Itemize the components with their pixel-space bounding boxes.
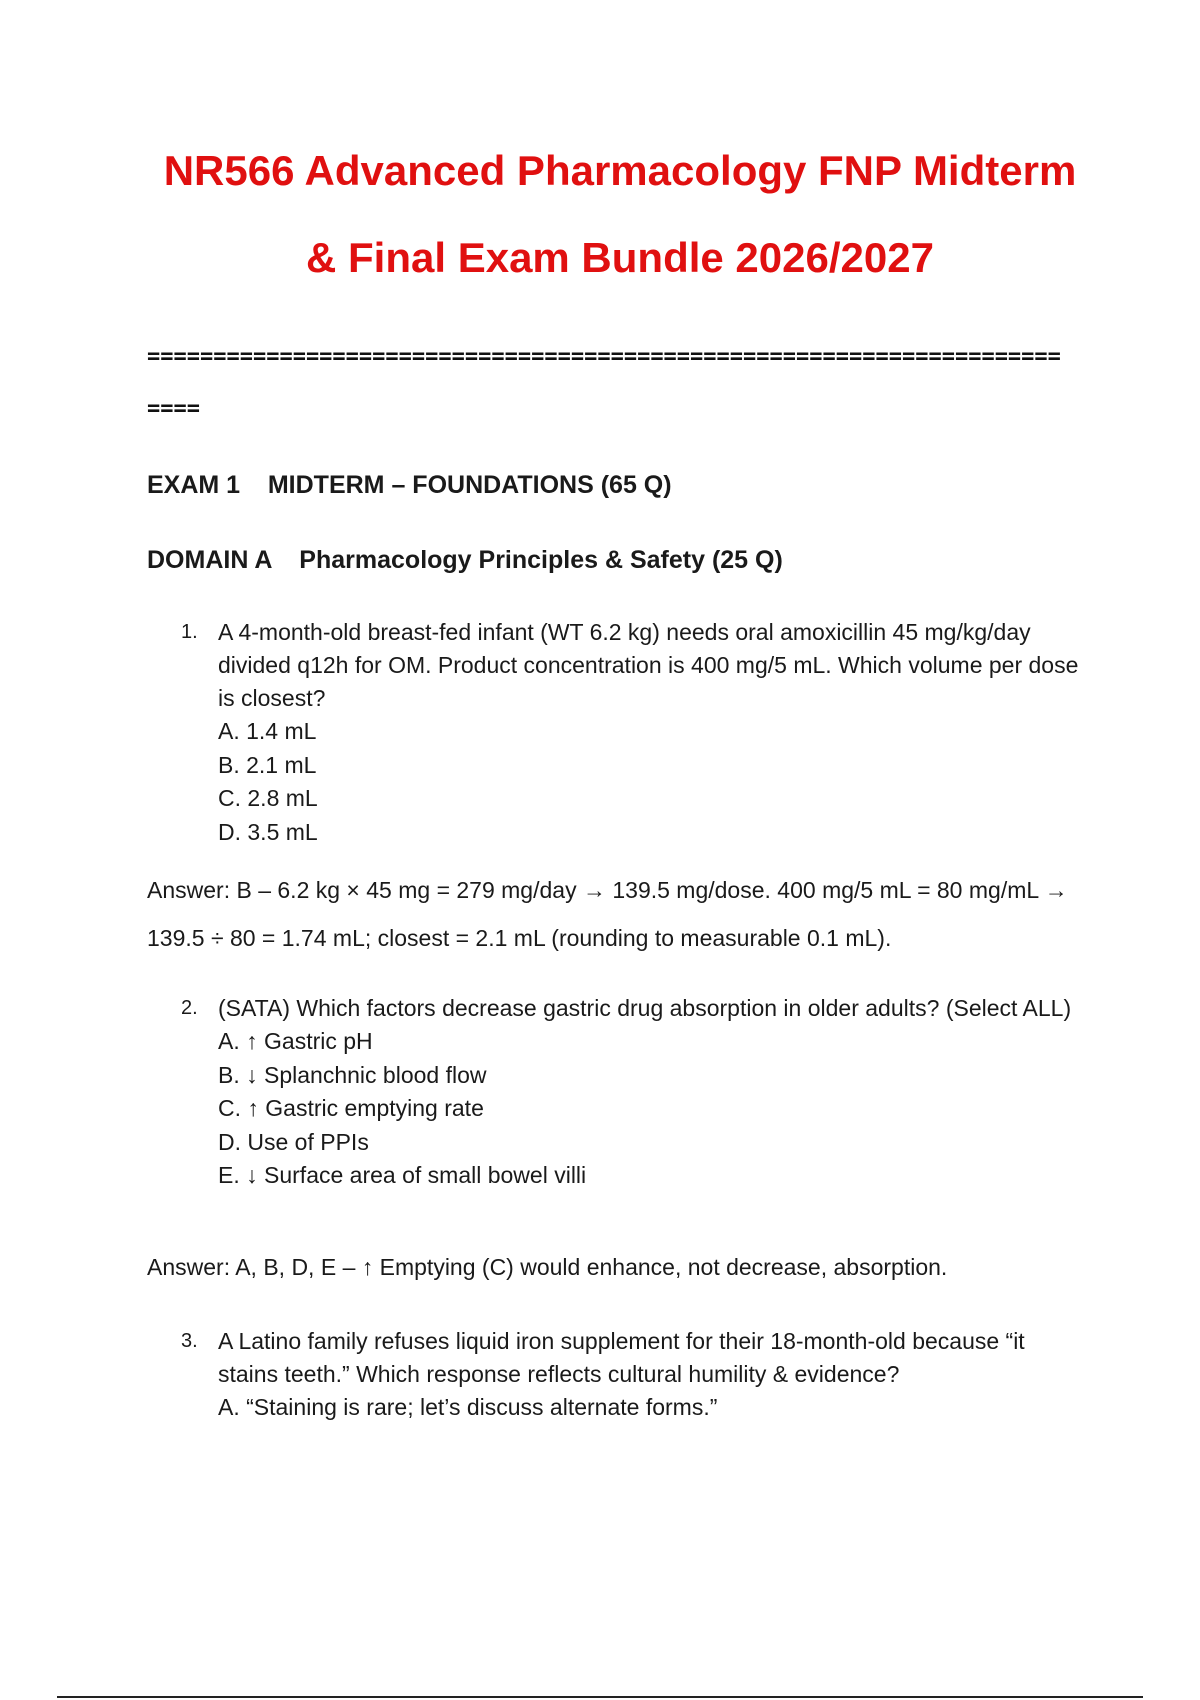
question-body xyxy=(218,616,1088,849)
question-number: 1. xyxy=(181,621,198,643)
option-e: E. ↓ Surface area of small bowel villi xyxy=(218,1162,587,1188)
page-bottom-rule xyxy=(57,1696,1143,1698)
document-title-line-1: NR566 Advanced Pharmacology FNP Midterm xyxy=(163,147,1077,194)
option-d: D. 3.5 mL xyxy=(218,818,318,845)
answer-options xyxy=(218,1025,1088,1193)
option-c: C. ↑ Gastric emptying rate xyxy=(218,1095,484,1121)
answer-explanation-2: Answer: A, B, D, E – ↑ Emptying (C) would enhance, not decrease, absorption. xyxy=(147,1254,948,1280)
option-a: A. 1.4 mL xyxy=(218,718,317,744)
question-number: 3. xyxy=(181,1330,198,1352)
question-text: (SATA) Which factors decrease gastric drug absorption in older adults? (Select ALL) xyxy=(218,995,1072,1021)
answer-explanation-1: Answer: B – 6.2 kg × 45 mg = 279 mg/day → 139.5 mg/dose. 400 mg/5 mL = 80 mg/mL → 139.5 ÷ 80 = 1.74 mL; closest = 2.1 mL (rounding to measurable 0.1 mL). xyxy=(147,877,1068,951)
option-c: C. 2.8 mL xyxy=(218,785,318,811)
exam-heading: EXAM 1 MIDTERM – FOUNDATIONS (65 Q) xyxy=(147,471,672,499)
option-b: B. ↓ Splanchnic blood flow xyxy=(218,1061,487,1088)
separator-line-continuation: ==== xyxy=(147,396,200,421)
option-d: D. Use of PPIs xyxy=(218,1128,369,1155)
question-number: 2. xyxy=(181,997,198,1019)
document-title-line-2: & Final Exam Bundle 2026/2027 xyxy=(306,234,934,281)
separator-line: ===================================================================== xyxy=(147,346,1061,368)
question-body xyxy=(218,992,1088,1193)
option-b: B. 2.1 mL xyxy=(218,751,317,778)
question-text: A 4-month-old breast-fed infant (WT 6.2 kg) needs oral amoxicillin 45 mg/kg/day divided q12h for OM. Product concentration is 400 mg/5 mL. Which volume per dose is closest? xyxy=(218,619,1079,711)
option-a: A. ↑ Gastric pH xyxy=(218,1028,373,1054)
answer-options xyxy=(218,1391,1088,1425)
option-a: A. “Staining is rare; let’s discuss alternate forms.” xyxy=(218,1394,718,1420)
question-body xyxy=(218,1325,1088,1425)
answer-options xyxy=(218,715,1088,849)
question-text: A Latino family refuses liquid iron supplement for their 18-month-old because “it stains teeth.” Which response reflects cultural humility & evidence? xyxy=(218,1328,1025,1387)
domain-heading: DOMAIN A Pharmacology Principles & Safety (25 Q) xyxy=(147,546,783,574)
